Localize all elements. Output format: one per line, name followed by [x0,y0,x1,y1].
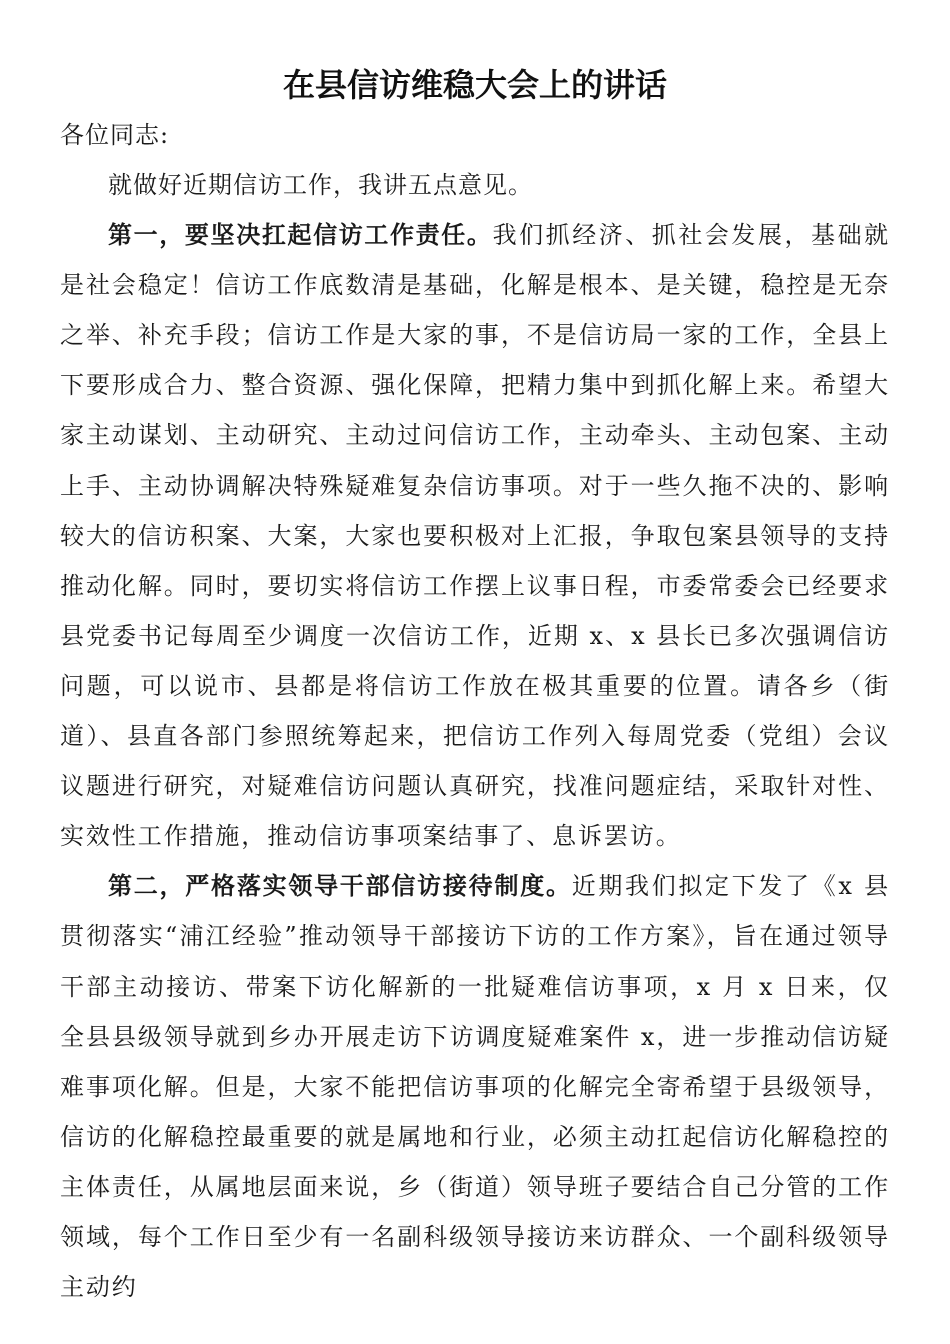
section-2-body: 近期我们拟定下发了《x 县贯彻落实“浦江经验”推动领导干部接访下访的工作方案》，旨在通过领导干部主动接访、带案下访化解新的一批疑难信访事项，x 月 x 日来，仅全县县级领导就到乡办开展走访下访调度疑难案件 x，进一步推动信访疑难事项化解。但是，大家不能把信访事项的化解完全寄希望于县级领导，信访的化解稳控最重要的就是属地和行业，必须主动扛起信访化解稳控的主体责任，从属地层面来说，乡（街道）领导班子要结合自己分管的工作领域，每个工作日至少有一名副科级领导接访来访群众、一个副科级领导主动约 [60,872,890,1302]
salutation: 各位同志: [60,121,170,149]
section-1-heading: 第一，要坚决扛起信访工作责任。 [108,221,493,250]
section-1-paragraph [60,210,890,861]
intro-paragraph: 就做好近期信访工作，我讲五点意见。 [108,171,533,199]
section-1-body: 我们抓经济、抓社会发展，基础就是社会稳定！信访工作底数清是基础，化解是根本、是关键，稳控是无奈之举、补充手段；信访工作是大家的事，不是信访局一家的工作，全县上下要形成合力、整合资源、强化保障，把精力集中到抓化解上来。希望大家主动谋划、主动研究、主动过问信访工作，主动牵头、主动包案、主动上手、主动协调解决特殊疑难复杂信访事项。对于一些久拖不决的、影响较大的信访积案、大案，大家也要积极对上汇报，争取包案县领导的支持推动化解。同时，要切实将信访工作摆上议事日程，市委常委会已经要求县党委书记每周至少调度一次信访工作，近期 x、x 县长已多次强调信访问题，可以说市、县都是将信访工作放在极其重要的位置。请各乡（街道）、县直各部门参照统筹起来，把信访工作列入每周党委（党组）会议议题进行研究，对疑难信访问题认真研究，找准问题症结，采取针对性、实效性工作措施，推动信访事项案结事了、息诉罢访。 [60,221,891,851]
section-2-paragraph [60,861,890,1312]
section-2-heading: 第二，严格落实领导干部信访接待制度。 [108,872,572,901]
document-title: 在县信访维稳大会上的讲话 [282,66,667,104]
